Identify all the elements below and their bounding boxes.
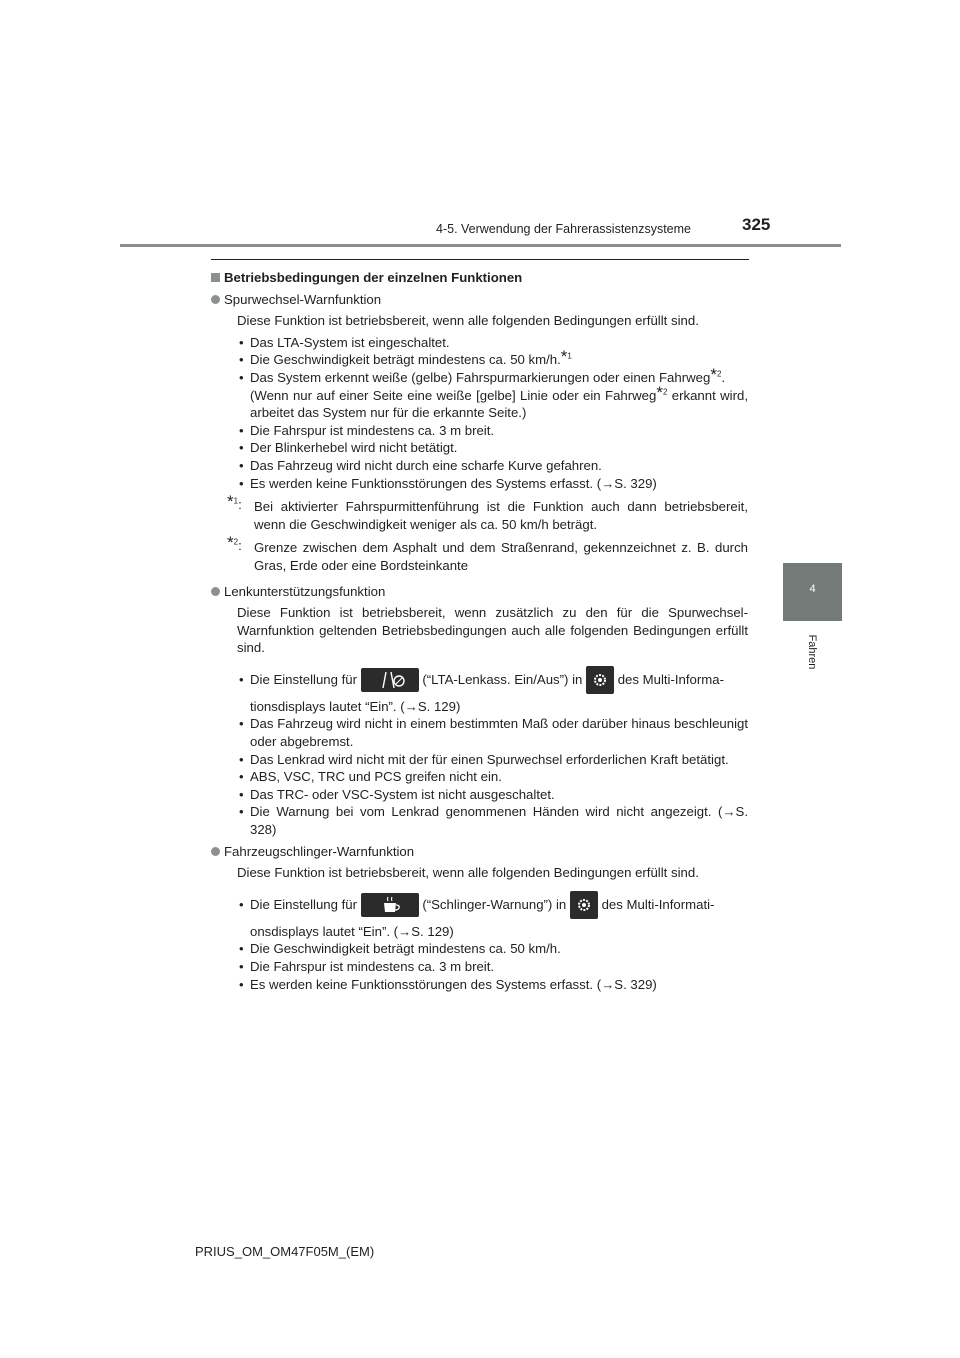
list-item: • Die Einstellung für (“LTA-Lenkass. Ein/Aus”) in des Multi-Informa- tionsdisplays lautet “Ein”. (→S. 129) — [237, 661, 748, 716]
steering-assist-intro: Diese Funktion ist betriebsbereit, wenn zusätzlich zu den für die Spurwechsel-Warnfunktion geltenden Betriebsbedingungen auch alle folgenden Bedingungen erfüllt sind. — [237, 605, 748, 656]
page-content — [211, 269, 748, 997]
list-item: • Die Fahrspur ist mindestens ca. 3 m breit. — [237, 422, 748, 440]
header-title: 4-5. Verwendung der Fahrerassistenzsysteme — [436, 222, 691, 236]
header-rule — [120, 244, 841, 247]
subsection-title-lane-departure: Spurwechsel-Warnfunktion — [211, 291, 748, 309]
list-item: • Das Lenkrad wird nicht mit der für einen Spurwechsel erforderlichen Kraft betätigt. — [237, 751, 748, 769]
settings-gear-icon — [570, 891, 598, 919]
page-number: 325 — [742, 215, 771, 234]
sway-warning-intro: Diese Funktion ist betriebsbereit, wenn alle folgenden Bedingungen erfüllt sind. — [237, 865, 699, 881]
list-item: • Es werden keine Funktionsstörungen des Systems erfasst. (→S. 329) — [237, 976, 748, 994]
chapter-label — [800, 630, 816, 678]
list-item: • Die Geschwindigkeit beträgt mindestens ca. 50 km/h.*$^1$ — [237, 351, 748, 369]
chapter-label-text: Fahren — [806, 634, 818, 670]
subsection-title-sway-warning: Fahrzeugschlinger-Warnfunktion — [211, 843, 748, 861]
chapter-tab — [783, 563, 842, 621]
list-item: • Die Warnung bei vom Lenkrad genommenen Händen wird nicht angezeigt. (→S. 328) — [237, 803, 748, 838]
coffee-cup-icon — [361, 893, 419, 917]
circle-bullet-icon — [211, 587, 220, 596]
circle-bullet-icon — [211, 295, 220, 304]
subsection-title-steering-assist: Lenkunterstützungsfunktion — [211, 583, 748, 601]
steering-assist-conditions — [237, 661, 748, 839]
footnote-2: *$^2$: Grenze zwischen dem Asphalt und dem Straßenrand, gekennzeichnet z. B. durch Gras, Erde oder eine Bordsteinkante — [227, 533, 748, 573]
lane-departure-conditions — [237, 334, 748, 492]
sway-warning-conditions — [237, 886, 748, 993]
settings-gear-icon — [586, 666, 614, 694]
lane-departure-intro: Diese Funktion ist betriebsbereit, wenn alle folgenden Bedingungen erfüllt sind. — [237, 313, 699, 329]
footer-code: PRIUS_OM_OM47F05M_(EM) — [195, 1244, 375, 1259]
list-item: • Das TRC- oder VSC-System ist nicht ausgeschaltet. — [237, 786, 748, 804]
list-item: • Das Fahrzeug wird nicht durch eine scharfe Kurve gefahren. — [237, 457, 748, 475]
list-item: • ABS, VSC, TRC und PCS greifen nicht ein. — [237, 768, 748, 786]
list-item: • Das Fahrzeug wird nicht in einem bestimmten Maß oder darüber hinaus beschleunigt oder abgebremst. — [237, 715, 748, 750]
content-rule — [211, 259, 749, 260]
footnote-1: *$^1$: Bei aktivierter Fahrspurmittenführung ist die Funktion auch dann betriebsbereit, wenn die Geschwindigkeit weniger als ca. 50 km/h beträgt. — [227, 492, 748, 532]
section-title: Betriebsbedingungen der einzelnen Funktionen — [211, 269, 748, 287]
list-item: • Der Blinkerhebel wird nicht betätigt. — [237, 439, 748, 457]
list-item: • Die Geschwindigkeit beträgt mindestens ca. 50 km/h. — [237, 940, 748, 958]
square-bullet-icon — [211, 273, 220, 282]
list-item: • Die Einstellung für (“Schlinger-Warnung”) in des Multi-Informati- onsdisplays lautet “Ein”. (→S. 129) — [237, 886, 748, 941]
list-item: • Es werden keine Funktionsstörungen des Systems erfasst. (→S. 329) — [237, 475, 748, 493]
circle-bullet-icon — [211, 847, 220, 856]
list-item: • Das LTA-System ist eingeschaltet. — [237, 334, 748, 352]
lta-steering-assist-icon — [361, 668, 419, 692]
chapter-number: 4 — [809, 583, 816, 595]
list-item: • Die Fahrspur ist mindestens ca. 3 m breit. — [237, 958, 748, 976]
list-item: • Das System erkennt weiße (gelbe) Fahrspurmarkierungen oder einen Fahrweg*$^2$. (Wenn nur auf einer Seite eine weiße [gelbe] Linie oder ein Fahrweg*$^2$ erkannt wird, arbeitet das System nur für die erkannte Seite.) — [237, 369, 748, 422]
